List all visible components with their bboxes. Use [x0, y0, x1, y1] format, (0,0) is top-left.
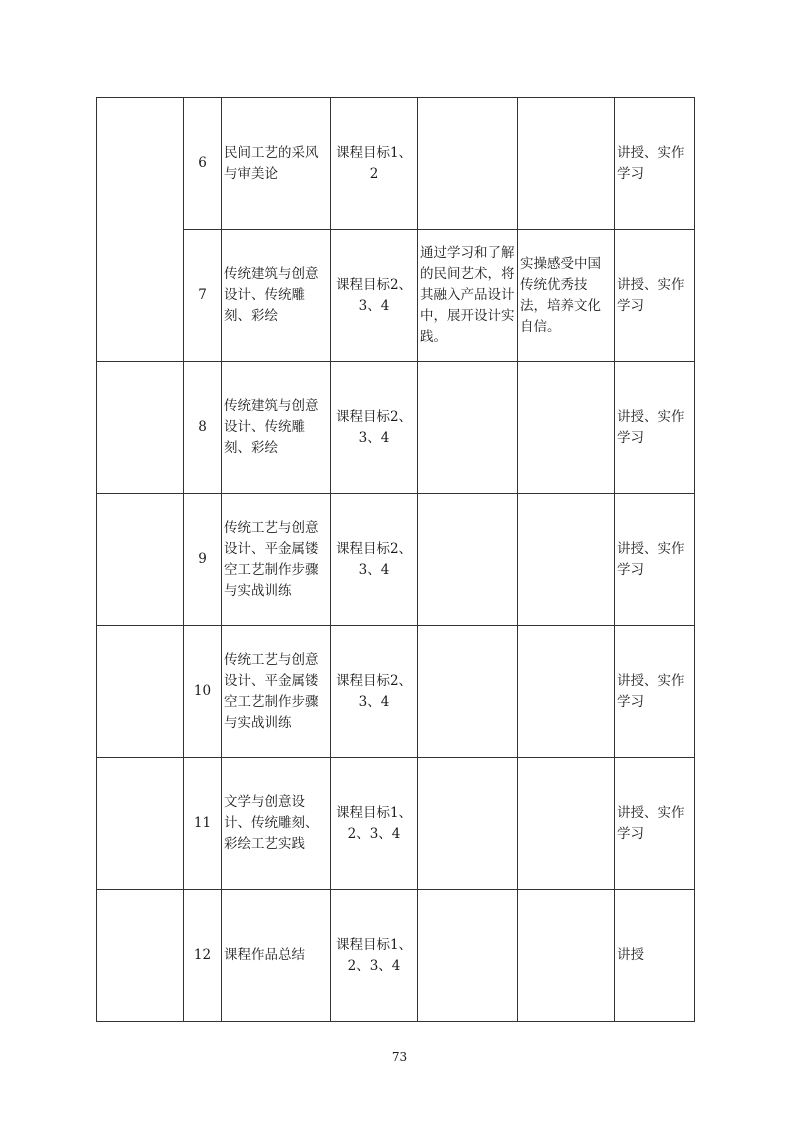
topic-cell: 文学与创意设计、传统雕刻、彩绘工艺实践	[222, 758, 331, 890]
goal-cell: 课程目标1、2、3、4	[331, 890, 418, 1022]
ideology-cell	[518, 758, 615, 890]
goal-cell: 课程目标2、3、4	[331, 494, 418, 626]
week-number: 7	[184, 230, 222, 362]
content-cell	[418, 362, 518, 494]
page-number: 73	[391, 1050, 408, 1064]
goal-cell: 课程目标2、3、4	[331, 230, 418, 362]
table-row	[97, 890, 695, 1022]
topic-cell: 传统建筑与创意设计、传统雕刻、彩绘	[222, 362, 331, 494]
week-number: 11	[184, 758, 222, 890]
table-row	[97, 362, 695, 494]
method-cell: 讲授、实作学习	[615, 494, 695, 626]
section-cell	[97, 494, 184, 626]
content-cell	[418, 758, 518, 890]
section-cell	[97, 758, 184, 890]
week-number: 6	[184, 98, 222, 230]
section-cell	[97, 98, 184, 362]
method-cell: 讲授、实作学习	[615, 230, 695, 362]
method-cell: 讲授、实作学习	[615, 758, 695, 890]
section-cell	[97, 626, 184, 758]
table-row	[97, 626, 695, 758]
ideology-cell	[518, 494, 615, 626]
table-row	[97, 758, 695, 890]
week-number: 8	[184, 362, 222, 494]
ideology-cell	[518, 626, 615, 758]
table-row	[97, 98, 695, 230]
schedule-table	[96, 97, 695, 1022]
content-cell	[418, 626, 518, 758]
topic-cell: 民间工艺的采风与审美论	[222, 98, 331, 230]
content-cell	[418, 98, 518, 230]
topic-cell: 传统建筑与创意设计、传统雕刻、彩绘	[222, 230, 331, 362]
ideology-cell	[518, 890, 615, 1022]
ideology-cell	[518, 98, 615, 230]
section-cell	[97, 890, 184, 1022]
topic-cell: 传统工艺与创意设计、平金属镂空工艺制作步骤与实战训练	[222, 494, 331, 626]
content-cell	[418, 890, 518, 1022]
goal-cell: 课程目标2、3、4	[331, 626, 418, 758]
goal-cell: 课程目标2、3、4	[331, 362, 418, 494]
method-cell: 讲授、实作学习	[615, 362, 695, 494]
goal-cell: 课程目标1、2	[331, 98, 418, 230]
goal-cell: 课程目标1、2、3、4	[331, 758, 418, 890]
week-number: 9	[184, 494, 222, 626]
method-cell: 讲授、实作学习	[615, 626, 695, 758]
method-cell: 讲授、实作学习	[615, 98, 695, 230]
ideology-cell: 实操感受中国传统优秀技法，培养文化自信。	[518, 230, 615, 362]
content-cell	[418, 494, 518, 626]
week-number: 12	[184, 890, 222, 1022]
week-number: 10	[184, 626, 222, 758]
method-cell: 讲授	[615, 890, 695, 1022]
section-cell	[97, 362, 184, 494]
topic-cell: 传统工艺与创意设计、平金属镂空工艺制作步骤与实战训练	[222, 626, 331, 758]
table-row	[97, 494, 695, 626]
ideology-cell	[518, 362, 615, 494]
table-row	[97, 230, 695, 362]
content-cell: 通过学习和了解的民间艺术，将其融入产品设计中，展开设计实践。	[418, 230, 518, 362]
topic-cell: 课程作品总结	[222, 890, 331, 1022]
